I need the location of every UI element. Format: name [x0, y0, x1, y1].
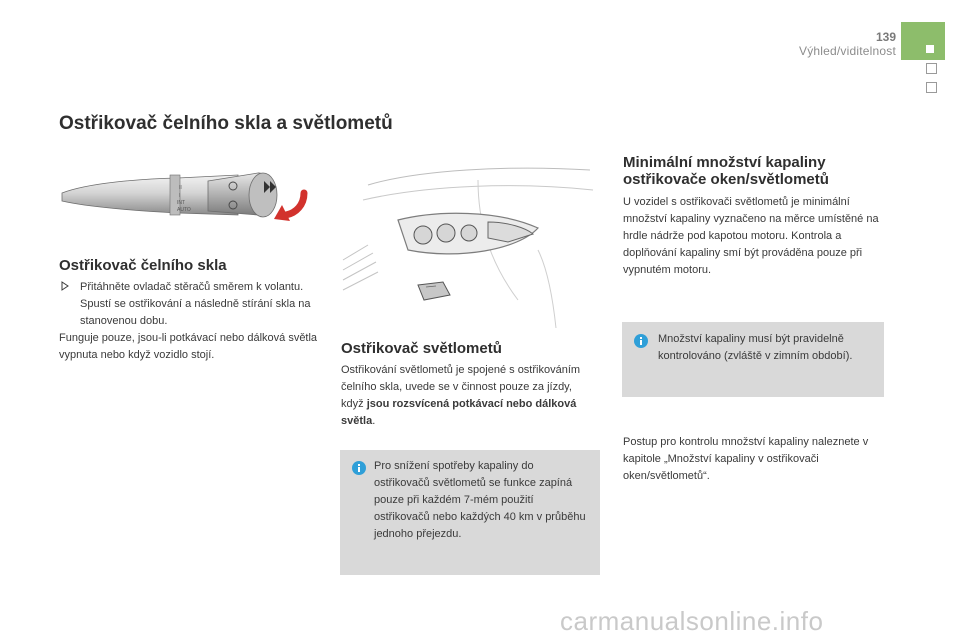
- windscreen-washer-instruction: [59, 279, 319, 330]
- min-level-info-text: Množství kapaliny musí být pravidelně kontrolováno (zvláště v zimním období).: [658, 333, 853, 362]
- min-level-heading: Minimální množství kapaliny ostřikovače oken/světlometů: [623, 154, 829, 188]
- headlamp-washer-info-text: Pro snížení spotřeby kapaliny do ostřikovačů světlometů se funkce zapíná pouze při každém 7-mém použití ostřikovačů nebo každých 40 km v průběhu jednoho přejezdu.: [374, 460, 586, 540]
- headlamp-washer-text-bold: jsou rozsvícená potkávací nebo dálková světla: [341, 398, 577, 427]
- info-icon: [352, 461, 366, 475]
- chapter-marker-empty: [926, 63, 937, 74]
- headlamp-washer-text-suffix: .: [372, 415, 376, 427]
- section-name: Výhled/viditelnost: [799, 44, 896, 58]
- min-level-info-box: [622, 322, 884, 397]
- chapter-tab: [901, 22, 945, 60]
- headlamp-washer-text-prefix: Ostřikování světlometů je spojené s ostřikováním čelního skla, uvede se v činnost pouze za jízdy, když: [341, 364, 581, 410]
- bullet-pointer-icon: [61, 280, 69, 288]
- headlamp-washer-illustration: [338, 150, 600, 328]
- min-level-procedure: Postup pro kontrolu množství kapaliny naleznete v kapitole „Množství kapaliny v ostřikovači oken/světlometů“.: [623, 436, 869, 482]
- windscreen-washer-note: Funguje pouze, jsou-li potkávací nebo dálková světla vypnuta nebo když vozidlo stojí.: [59, 332, 318, 361]
- watermark: carmanualsonline.info: [560, 606, 824, 636]
- min-level-text: U vozidel s ostřikovači světlometů je minimální množství kapaliny vyznačeno na měrce umístěné na hrdle nádrže pod kapotou motoru. Kontrola a doplňování kapaliny smí být prováděna pouze při vypnutém motoru.: [623, 196, 879, 276]
- chapter-marker-empty: [926, 82, 937, 93]
- headlamp-washer-heading: Ostřikovač světlometů: [341, 340, 502, 357]
- svg-text:INT: INT: [177, 200, 186, 206]
- page-number: 139: [875, 30, 896, 44]
- chapter-tab-marker: [926, 45, 934, 53]
- headlamp-washer-text: [341, 362, 596, 430]
- svg-text:AUTO: AUTO: [177, 207, 191, 213]
- svg-text:II: II: [179, 185, 182, 191]
- wiper-stalk-illustration: [58, 153, 320, 235]
- page-title: Ostřikovač čelního skla a světlometů: [59, 113, 393, 134]
- headlamp-washer-info-box: [340, 450, 600, 575]
- bullet-text: Přitáhněte ovladač stěračů směrem k volantu. Spustí se ostřikování a následně stírání skla na stanovenou dobu.: [80, 281, 311, 327]
- windscreen-washer-heading: Ostřikovač čelního skla: [59, 257, 227, 274]
- info-icon: [634, 334, 648, 348]
- svg-text:I: I: [179, 193, 181, 199]
